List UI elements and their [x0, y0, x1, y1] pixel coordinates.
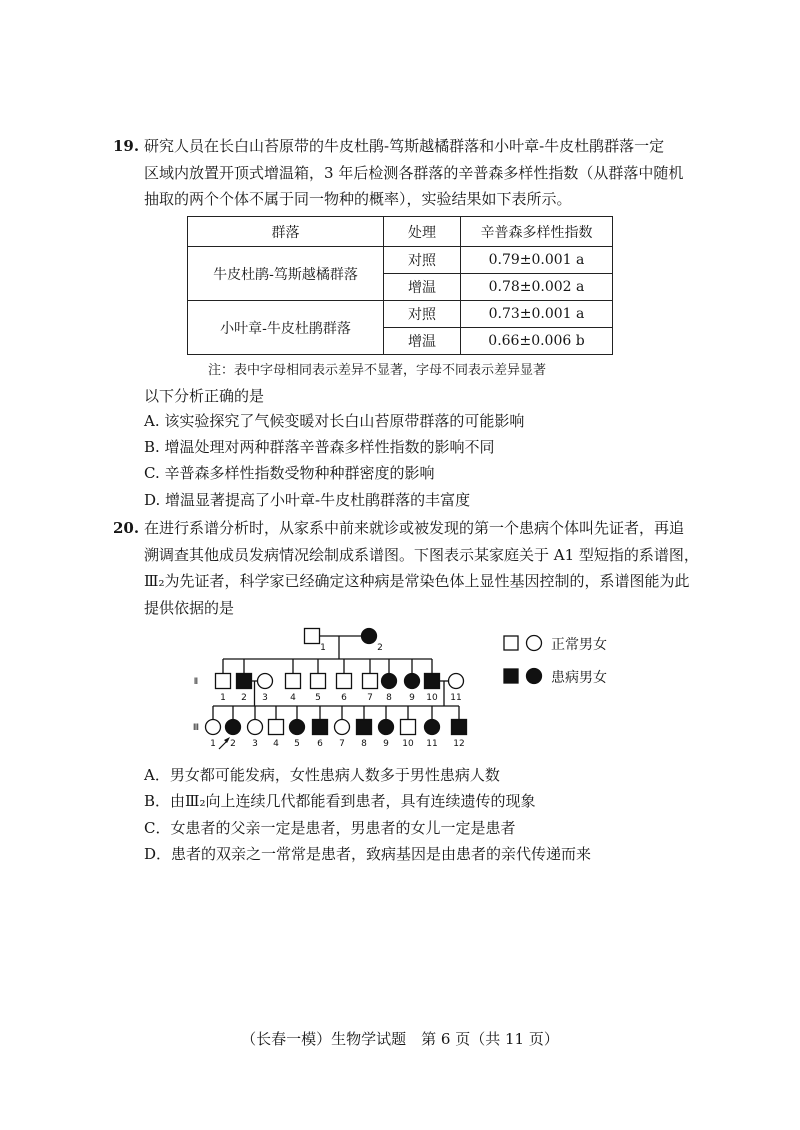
legend-normal-male-icon [504, 636, 518, 650]
gen3-9-label: 9 [383, 739, 389, 749]
legend-affected-male-icon [504, 669, 518, 683]
gen2-10-label: 10 [426, 693, 438, 703]
legend-affected-label: 患病男女 [551, 670, 607, 686]
q19-option-b: B. 增温处理对两种群落辛普森多样性指数的影响不同 [144, 438, 495, 456]
legend-normal-label: 正常男女 [551, 637, 607, 653]
gen3-1-normal-female-icon [206, 720, 221, 735]
table-cell-community: 小叶章-牛皮杜鹃群落 [188, 301, 384, 355]
q20-stem-line: Ⅲ₂为先证者，科学家已经确定这种病是常染色体上显性基因控制的，系谱图能为此 [144, 572, 690, 590]
q19-option-d: D. 增温显著提高了小叶章-牛皮杜鹃群落的丰富度 [144, 491, 471, 509]
table-cell-index: 0.78±0.002 a [461, 274, 613, 301]
proband-arrow-icon [219, 737, 230, 749]
q20-stem-line: 提供依据的是 [144, 598, 235, 617]
gen3-8-affected-male-icon [357, 720, 372, 735]
q20-option-d: D．患者的双亲之一常常是患者，致病基因是由患者的亲代传递而来 [144, 845, 592, 863]
table-cell-treatment: 增温 [384, 328, 461, 355]
gen3-5-affected-female-icon [290, 720, 305, 735]
gen3-7-label: 7 [339, 739, 345, 749]
table-header: 辛普森多样性指数 [461, 217, 613, 247]
gen2-10-affected-male-icon [425, 674, 440, 689]
gen2-4-label: 4 [290, 693, 296, 703]
generation-label-III: Ⅲ [192, 723, 200, 733]
gen2-8-affected-female-icon [382, 674, 397, 689]
gen2-6-label: 6 [341, 693, 347, 703]
gen3-11-affected-female-icon [425, 720, 440, 735]
page-footer: （长春一模）生物学试题 第 6 页（共 11 页） [241, 1030, 559, 1048]
q20-option-c: C．女患者的父亲一定是患者，男患者的女儿一定是患者 [144, 819, 516, 837]
table-cell-treatment: 增温 [384, 274, 461, 301]
gen2-6-normal-male-icon [337, 674, 352, 689]
gen2-9-affected-female-icon [405, 674, 420, 689]
q20-stem-line: 在进行系谱分析时，从家系中前来就诊或被发现的第一个患病个体叫先证者，再追 [144, 519, 685, 537]
table-cell-index: 0.73±0.001 a [461, 301, 613, 328]
gen2-11-label: 11 [450, 693, 462, 703]
gen2-5-normal-male-icon [311, 674, 326, 689]
gen3-12-label: 12 [453, 739, 465, 749]
q19-stem-line: 抽取的两个个体不属于同一物种的概率），实验结果如下表所示。 [144, 190, 572, 208]
legend-normal-female-icon [527, 636, 542, 651]
table-cell-community: 牛皮杜鹃-笃斯越橘群落 [188, 247, 384, 301]
gen3-4-normal-male-icon [269, 720, 284, 735]
table-cell-treatment: 对照 [384, 301, 461, 328]
gen1-1-label: 1 [320, 643, 326, 653]
legend-affected-female-icon [527, 669, 542, 684]
gen2-1-normal-male-icon [216, 674, 231, 689]
gen2-3-label: 3 [262, 693, 268, 703]
gen3-10-normal-male-icon [401, 720, 416, 735]
q20-option-b: B．由Ⅲ₂向上连续几代都能看到患者，具有连续遗传的现象 [144, 792, 536, 810]
gen2-8-label: 8 [386, 693, 392, 703]
gen2-11-normal-female-icon [449, 674, 464, 689]
table-header: 处理 [384, 217, 461, 247]
gen2-9-label: 9 [409, 693, 415, 703]
gen1-2-label: 2 [377, 643, 383, 653]
gen3-12-affected-male-icon [452, 720, 467, 735]
gen2-3-normal-female-icon [258, 674, 273, 689]
table-header: 群落 [188, 217, 384, 247]
q20-number: 20. [113, 519, 140, 537]
gen2-7-normal-male-icon [363, 674, 378, 689]
gen3-3-normal-female-icon [248, 720, 263, 735]
gen3-6-affected-male-icon [313, 720, 328, 735]
q19-number: 19. [113, 137, 140, 155]
table-note: 注：表中字母相同表示差异不显著，字母不同表示差异显著 [208, 363, 547, 378]
gen2-4-normal-male-icon [286, 674, 301, 689]
gen3-9-affected-female-icon [379, 720, 394, 735]
gen3-2-affected-female-icon [226, 720, 241, 735]
table-cell-index: 0.66±0.006 b [461, 328, 613, 355]
q19-stem-line: 研究人员在长白山苔原带的牛皮杜鹃-笃斯越橘群落和小叶章-牛皮杜鹃群落一定 [144, 137, 665, 155]
gen3-5-label: 5 [294, 739, 300, 749]
gen3-7-normal-female-icon [335, 720, 350, 735]
gen3-6-label: 6 [317, 739, 323, 749]
gen2-1-label: 1 [220, 693, 226, 703]
q19-option-a: A. 该实验探究了气候变暖对长白山苔原带群落的可能影响 [144, 412, 525, 430]
gen3-4-label: 4 [273, 739, 279, 749]
gen2-2-label: 2 [241, 693, 247, 703]
gen3-11-label: 11 [426, 739, 438, 749]
gen3-8-label: 8 [361, 739, 367, 749]
q20-stem-line: 溯调查其他成员发病情况绘制成系谱图。下图表示某家庭关于 A1 型短指的系谱图， [144, 545, 699, 564]
q19-option-c: C. 辛普森多样性指数受物种种群密度的影响 [144, 464, 435, 482]
gen3-1-label: 1 [210, 739, 216, 749]
gen2-5-label: 5 [315, 693, 321, 703]
gen2-7-label: 7 [367, 693, 373, 703]
gen2-2-affected-male-icon [237, 674, 252, 689]
gen1-2-affected-female-icon [362, 629, 377, 644]
gen1-1-normal-male-icon [305, 629, 320, 644]
generation-label-II: Ⅱ [193, 677, 199, 687]
gen3-10-label: 10 [402, 739, 414, 749]
gen3-3-label: 3 [252, 739, 258, 749]
q19-stem-line: 区域内放置开顶式增温箱，3 年后检测各群落的辛普森多样性指数（从群落中随机 [144, 163, 684, 182]
table-cell-treatment: 对照 [384, 247, 461, 274]
table-cell-index: 0.79±0.001 a [461, 247, 613, 274]
q19-question: 以下分析正确的是 [144, 387, 265, 405]
q20-option-a: A．男女都可能发病，女性患病人数多于男性患病人数 [144, 766, 500, 784]
gen3-2-label: 2 [230, 739, 236, 749]
